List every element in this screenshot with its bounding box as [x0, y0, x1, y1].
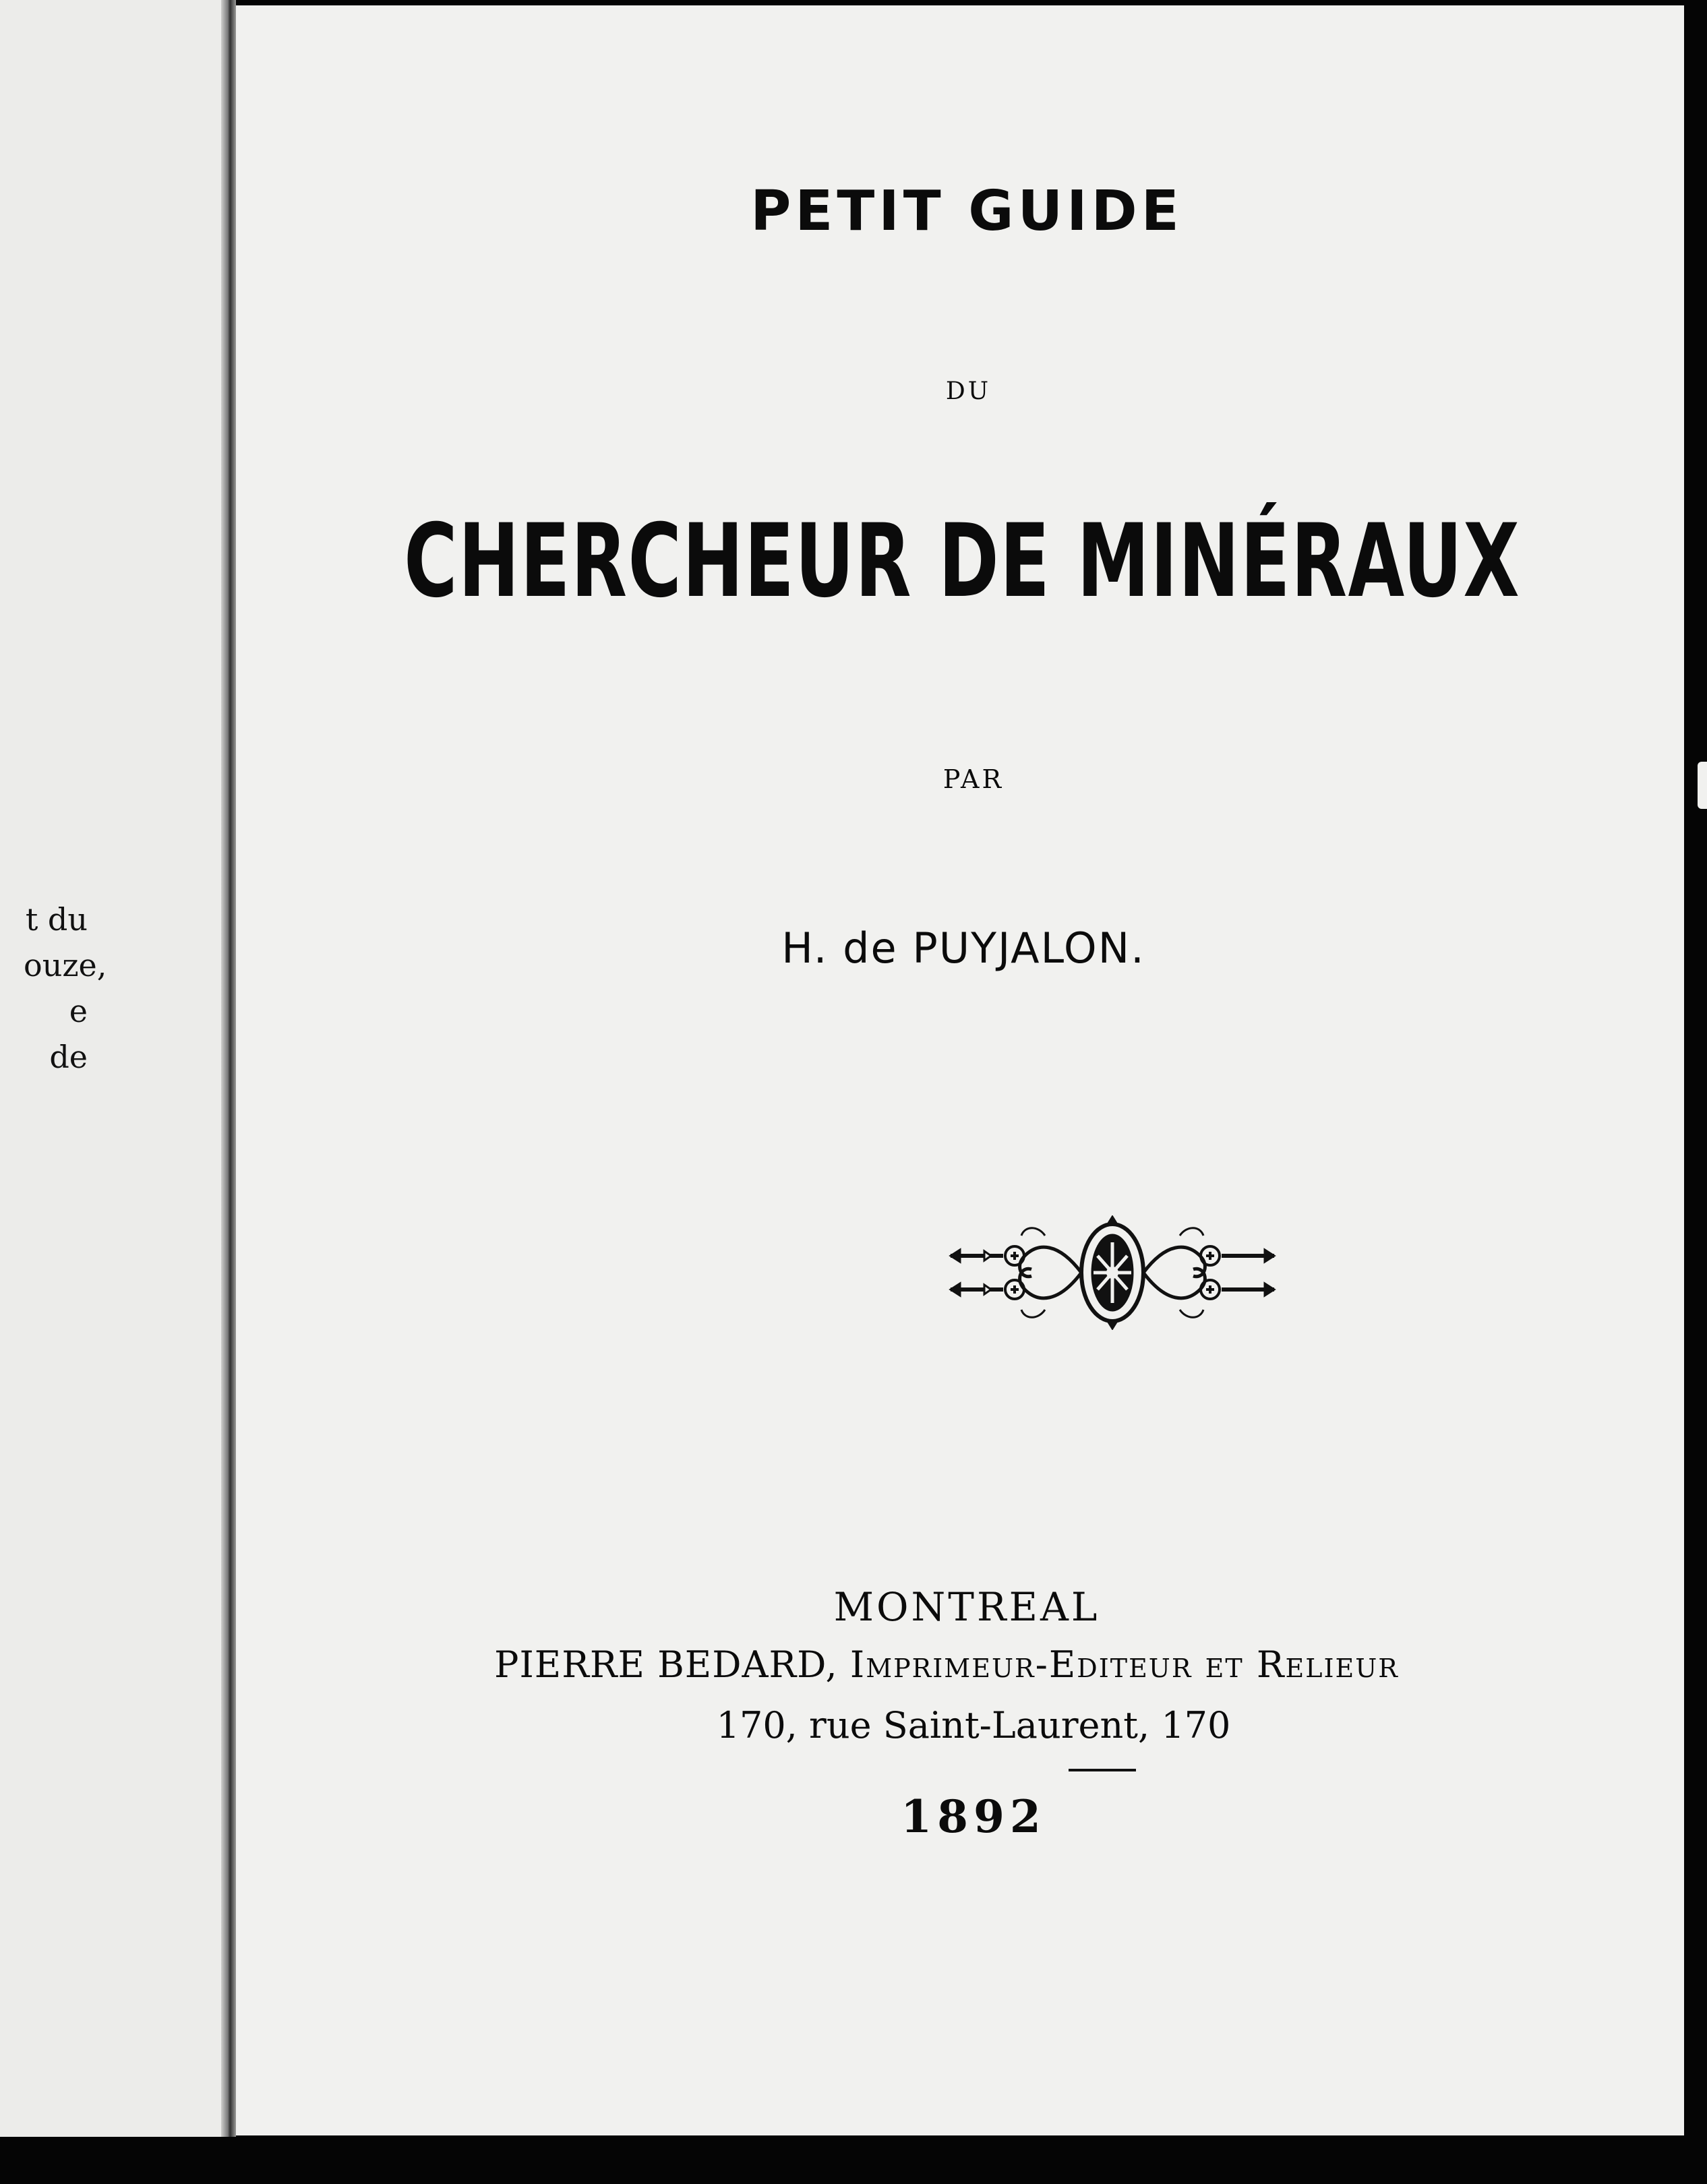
- publisher-name: PIERRE BEDARD,: [494, 1643, 838, 1686]
- facing-page-fragment: e de: [49, 993, 88, 1075]
- book-gutter: [221, 0, 236, 2137]
- title-line-1: PETIT GUIDE: [750, 179, 1183, 243]
- main-title: CHERCHEUR DE MINÉRAUX: [404, 503, 1521, 620]
- by-line: PAR: [942, 764, 1005, 794]
- short-rule: [1069, 1769, 1136, 1771]
- publisher-role: Imprimeur-Editeur et Relieur: [849, 1643, 1399, 1686]
- next-page-edge: [1698, 762, 1707, 809]
- palmette-scroll-ornament-icon: [944, 1215, 1281, 1330]
- author-name: H. de PUYJALON.: [781, 923, 1145, 973]
- facing-page-fragment: ouze,: [24, 947, 107, 983]
- imprint-address: 170, rue Saint-Laurent, 170: [716, 1704, 1231, 1747]
- imprint-city: MONTREAL: [833, 1584, 1100, 1630]
- imprint-publisher: [222, 1643, 1671, 1686]
- facing-page-fragment: t du: [25, 901, 88, 938]
- facing-page: [0, 0, 226, 2137]
- scan-border: [0, 2137, 1707, 2184]
- title-page: [236, 5, 1684, 2135]
- imprint-year: 1892: [901, 1790, 1046, 1843]
- title-connector: DU: [945, 377, 992, 405]
